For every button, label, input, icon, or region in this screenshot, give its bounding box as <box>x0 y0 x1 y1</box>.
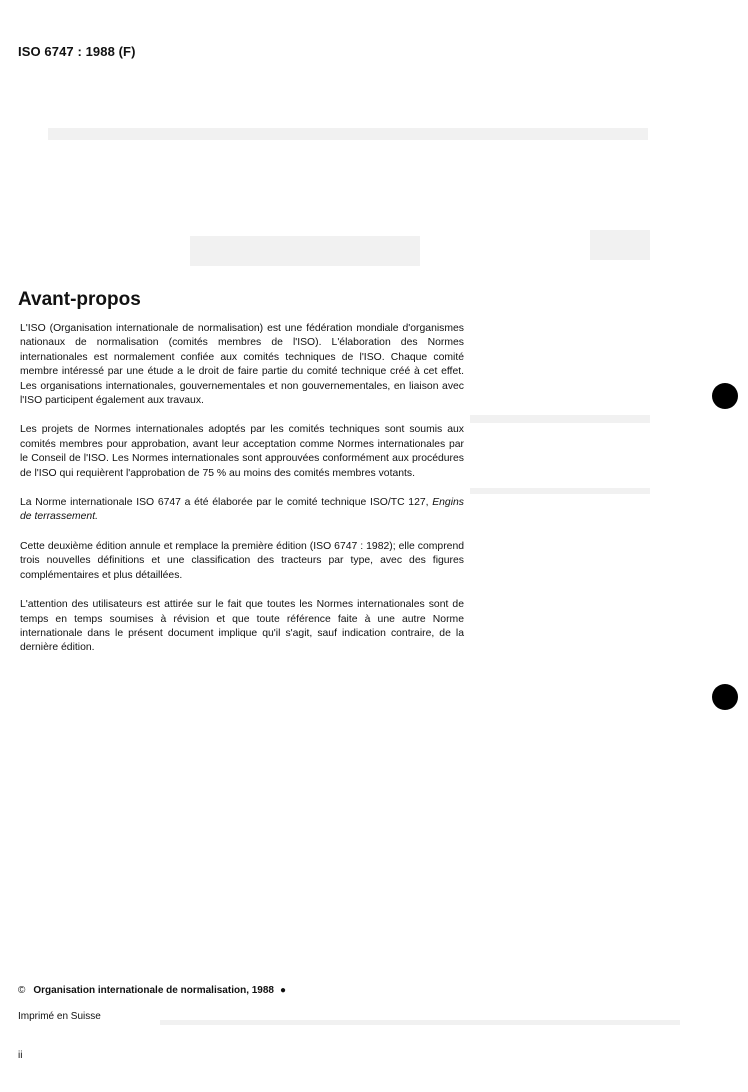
committee-text: La Norme internationale ISO 6747 a été élaborée par le comité technique ISO/TC 127, <box>20 497 429 509</box>
show-through-artifact <box>160 1020 680 1025</box>
document-identifier: ISO 6747 : 1988 (F) <box>18 44 136 59</box>
page-number: ii <box>18 1050 23 1061</box>
bullet-icon: ● <box>280 985 287 996</box>
paragraph-technical-committee <box>20 496 464 525</box>
committee-title: Engins de terrassement. <box>20 497 464 523</box>
show-through-artifact <box>590 230 650 260</box>
paragraph-revision-note: L'attention des utilisateurs est attirée sur le fait que toutes les Normes internationales sont de temps en temps soumises à révision et que toute référence faite à une autre Norme internationale dans le présent document implique qu'il s'agit, sauf indication contraire, de la dernière édition. <box>20 599 464 654</box>
show-through-artifact <box>190 236 420 266</box>
copyright-symbol: © <box>18 985 26 996</box>
printed-in: Imprimé en Suisse <box>18 1011 101 1022</box>
paragraph-iso-organisation: L'ISO (Organisation internationale de normalisation) est une fédération mondiale d'organismes nationaux de normalisation (comités membres de l'ISO). L'élaboration des Normes internationales est normalement confiée aux comités techniques de l'ISO. Chaque comité membre intéressé par une étude a le droit de faire partie du comité technique créé à cet effet. Les organisations internationales, gouvernementales et non gouvernementales, en liaison avec l'ISO participent également aux travaux. <box>20 323 464 407</box>
show-through-artifact <box>470 415 650 423</box>
binder-hole <box>712 383 738 409</box>
paragraph-approval-process: Les projets de Normes internationales adoptés par les comités techniques sont soumis aux comités membres pour approbation, avant leur acceptation comme Normes internationales par le Conseil de l'ISO. Les Normes internationales sont approuvées conformément aux procédures de l'ISO qui requièrent l'approbation de 75 % au moins des comités membres votants. <box>20 424 464 479</box>
copyright-line <box>18 985 286 996</box>
paragraph-edition-note: Cette deuxième édition annule et remplace la première édition (ISO 6747 : 1982); elle comprend trois nouvelles définitions et une classification des tracteurs par type, avec des figures complémentaires et plus détaillées. <box>20 540 464 581</box>
binder-hole <box>712 684 738 710</box>
show-through-artifact <box>470 488 650 494</box>
section-title: Avant-propos <box>18 289 141 310</box>
copyright-text: Organisation internationale de normalisation, 1988 <box>33 985 274 996</box>
foreword-body <box>20 322 464 671</box>
show-through-artifact <box>48 128 648 140</box>
